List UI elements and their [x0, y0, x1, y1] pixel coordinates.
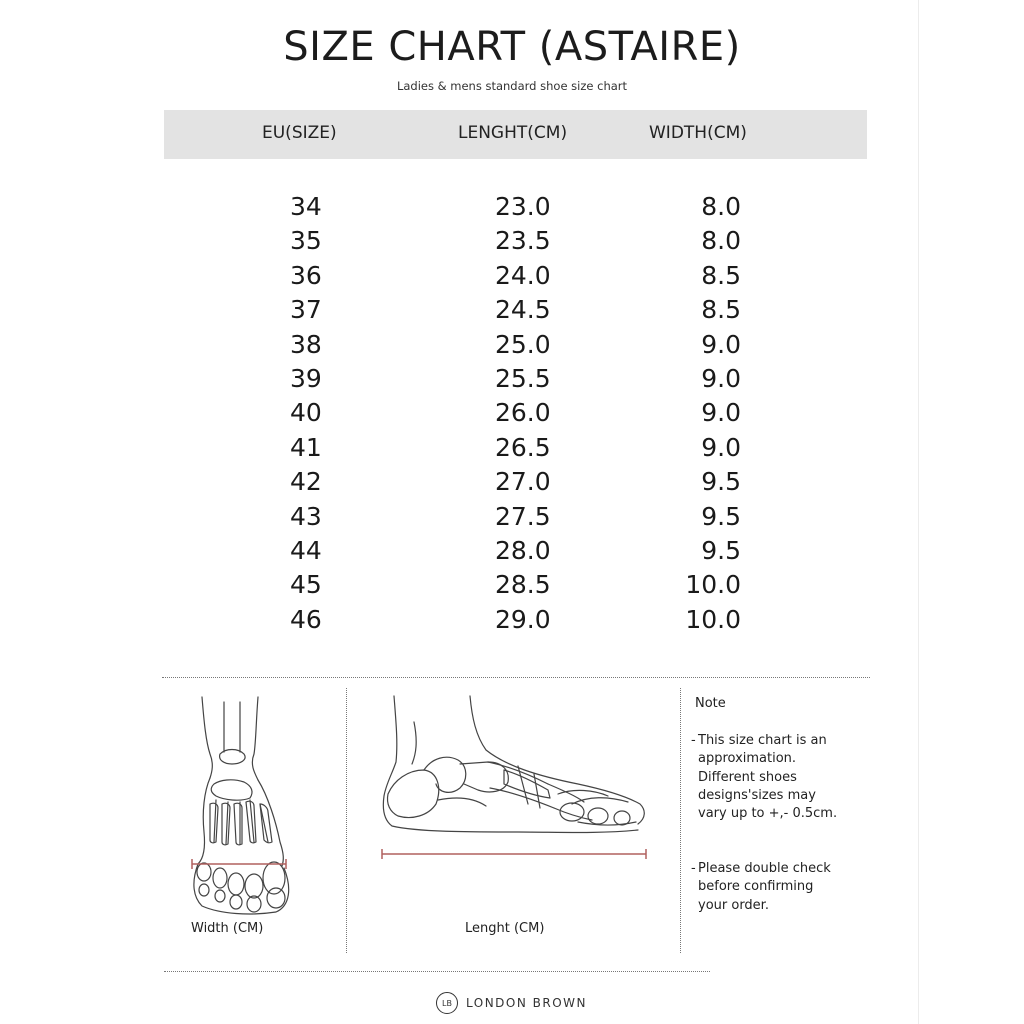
cell-eu-size: 38 [290, 329, 322, 359]
table-row [0, 534, 1024, 568]
divider-top [162, 677, 870, 678]
cell-length: 23.0 [495, 192, 551, 221]
cell-eu-size: 45 [290, 570, 322, 600]
note-item-approximation [691, 732, 841, 823]
cell-eu-size: 46 [290, 604, 322, 634]
cell-length: 25.0 [495, 329, 551, 359]
cell-length: 25.5 [495, 363, 551, 393]
cell-length: 28.5 [495, 570, 551, 600]
page-title: SIZE CHART (ASTAIRE) [283, 24, 741, 70]
cell-length: 27.0 [495, 467, 551, 497]
cell-width: 9.0 [701, 363, 741, 393]
note-dash: - [691, 733, 696, 748]
header-width: WIDTH(CM) [649, 123, 747, 143]
table-row [0, 568, 1024, 602]
page-subtitle: Ladies & mens standard shoe size chart [396, 79, 628, 93]
cell-length: 26.0 [495, 398, 551, 428]
cell-length: 24.0 [495, 260, 551, 290]
cell-width: 8.0 [701, 226, 741, 256]
cell-eu-size: 44 [290, 535, 322, 565]
foot-top-view-icon [180, 692, 300, 917]
cell-width: 8.5 [701, 260, 741, 290]
table-row [0, 603, 1024, 637]
table-row [0, 224, 1024, 258]
note-text: Please double check before confirming your order. [698, 861, 831, 913]
cell-eu-size: 43 [290, 501, 322, 531]
cell-length: 23.5 [495, 226, 551, 256]
cell-length: 24.5 [495, 295, 551, 325]
cell-eu-size: 39 [290, 363, 322, 393]
note-text: This size chart is an approximation. Different shoes designs'sizes may vary up to +,- 0.5cm. [698, 733, 838, 822]
cell-eu-size: 34 [290, 192, 322, 221]
cell-width: 9.0 [701, 329, 741, 359]
divider-bottom [164, 971, 710, 972]
cell-width: 10.0 [685, 570, 741, 600]
header-length: LENGHT(CM) [458, 123, 568, 143]
size-table-body [0, 190, 1024, 637]
cell-width: 8.5 [701, 295, 741, 325]
cell-width: 8.0 [701, 192, 741, 221]
table-row [0, 431, 1024, 465]
cell-eu-size: 40 [290, 398, 322, 428]
cell-width: 9.0 [701, 432, 741, 462]
cell-eu-size: 36 [290, 260, 322, 290]
header-eu-size: EU(SIZE) [262, 123, 337, 143]
cell-eu-size: 41 [290, 432, 322, 462]
foot-side-view-icon [378, 692, 650, 862]
cell-length: 28.0 [495, 535, 551, 565]
cell-width: 9.5 [701, 535, 741, 565]
width-diagram-label: Width (CM) [191, 921, 264, 936]
cell-width: 10.0 [685, 604, 741, 634]
table-row [0, 500, 1024, 534]
brand-name: LONDON BROWN [466, 996, 588, 1010]
cell-width: 9.5 [701, 501, 741, 531]
length-diagram-label: Lenght (CM) [465, 921, 545, 936]
note-title: Note [695, 696, 726, 711]
divider-vertical-left [346, 688, 347, 953]
brand-logo [436, 992, 587, 1014]
table-row [0, 362, 1024, 396]
cell-length: 27.5 [495, 501, 551, 531]
cell-length: 26.5 [495, 432, 551, 462]
cell-eu-size: 42 [290, 467, 322, 497]
cell-width: 9.5 [701, 467, 741, 497]
table-row [0, 465, 1024, 499]
table-row [0, 328, 1024, 362]
note-item-double-check [691, 860, 841, 915]
table-row [0, 190, 1024, 224]
cell-eu-size: 37 [290, 295, 322, 325]
table-row [0, 259, 1024, 293]
note-dash: - [691, 861, 696, 876]
table-row [0, 293, 1024, 327]
cell-eu-size: 35 [290, 226, 322, 256]
table-row [0, 396, 1024, 430]
cell-length: 29.0 [495, 604, 551, 634]
divider-vertical-right [680, 688, 681, 953]
brand-mark-icon: LB [436, 992, 458, 1014]
cell-width: 9.0 [701, 398, 741, 428]
